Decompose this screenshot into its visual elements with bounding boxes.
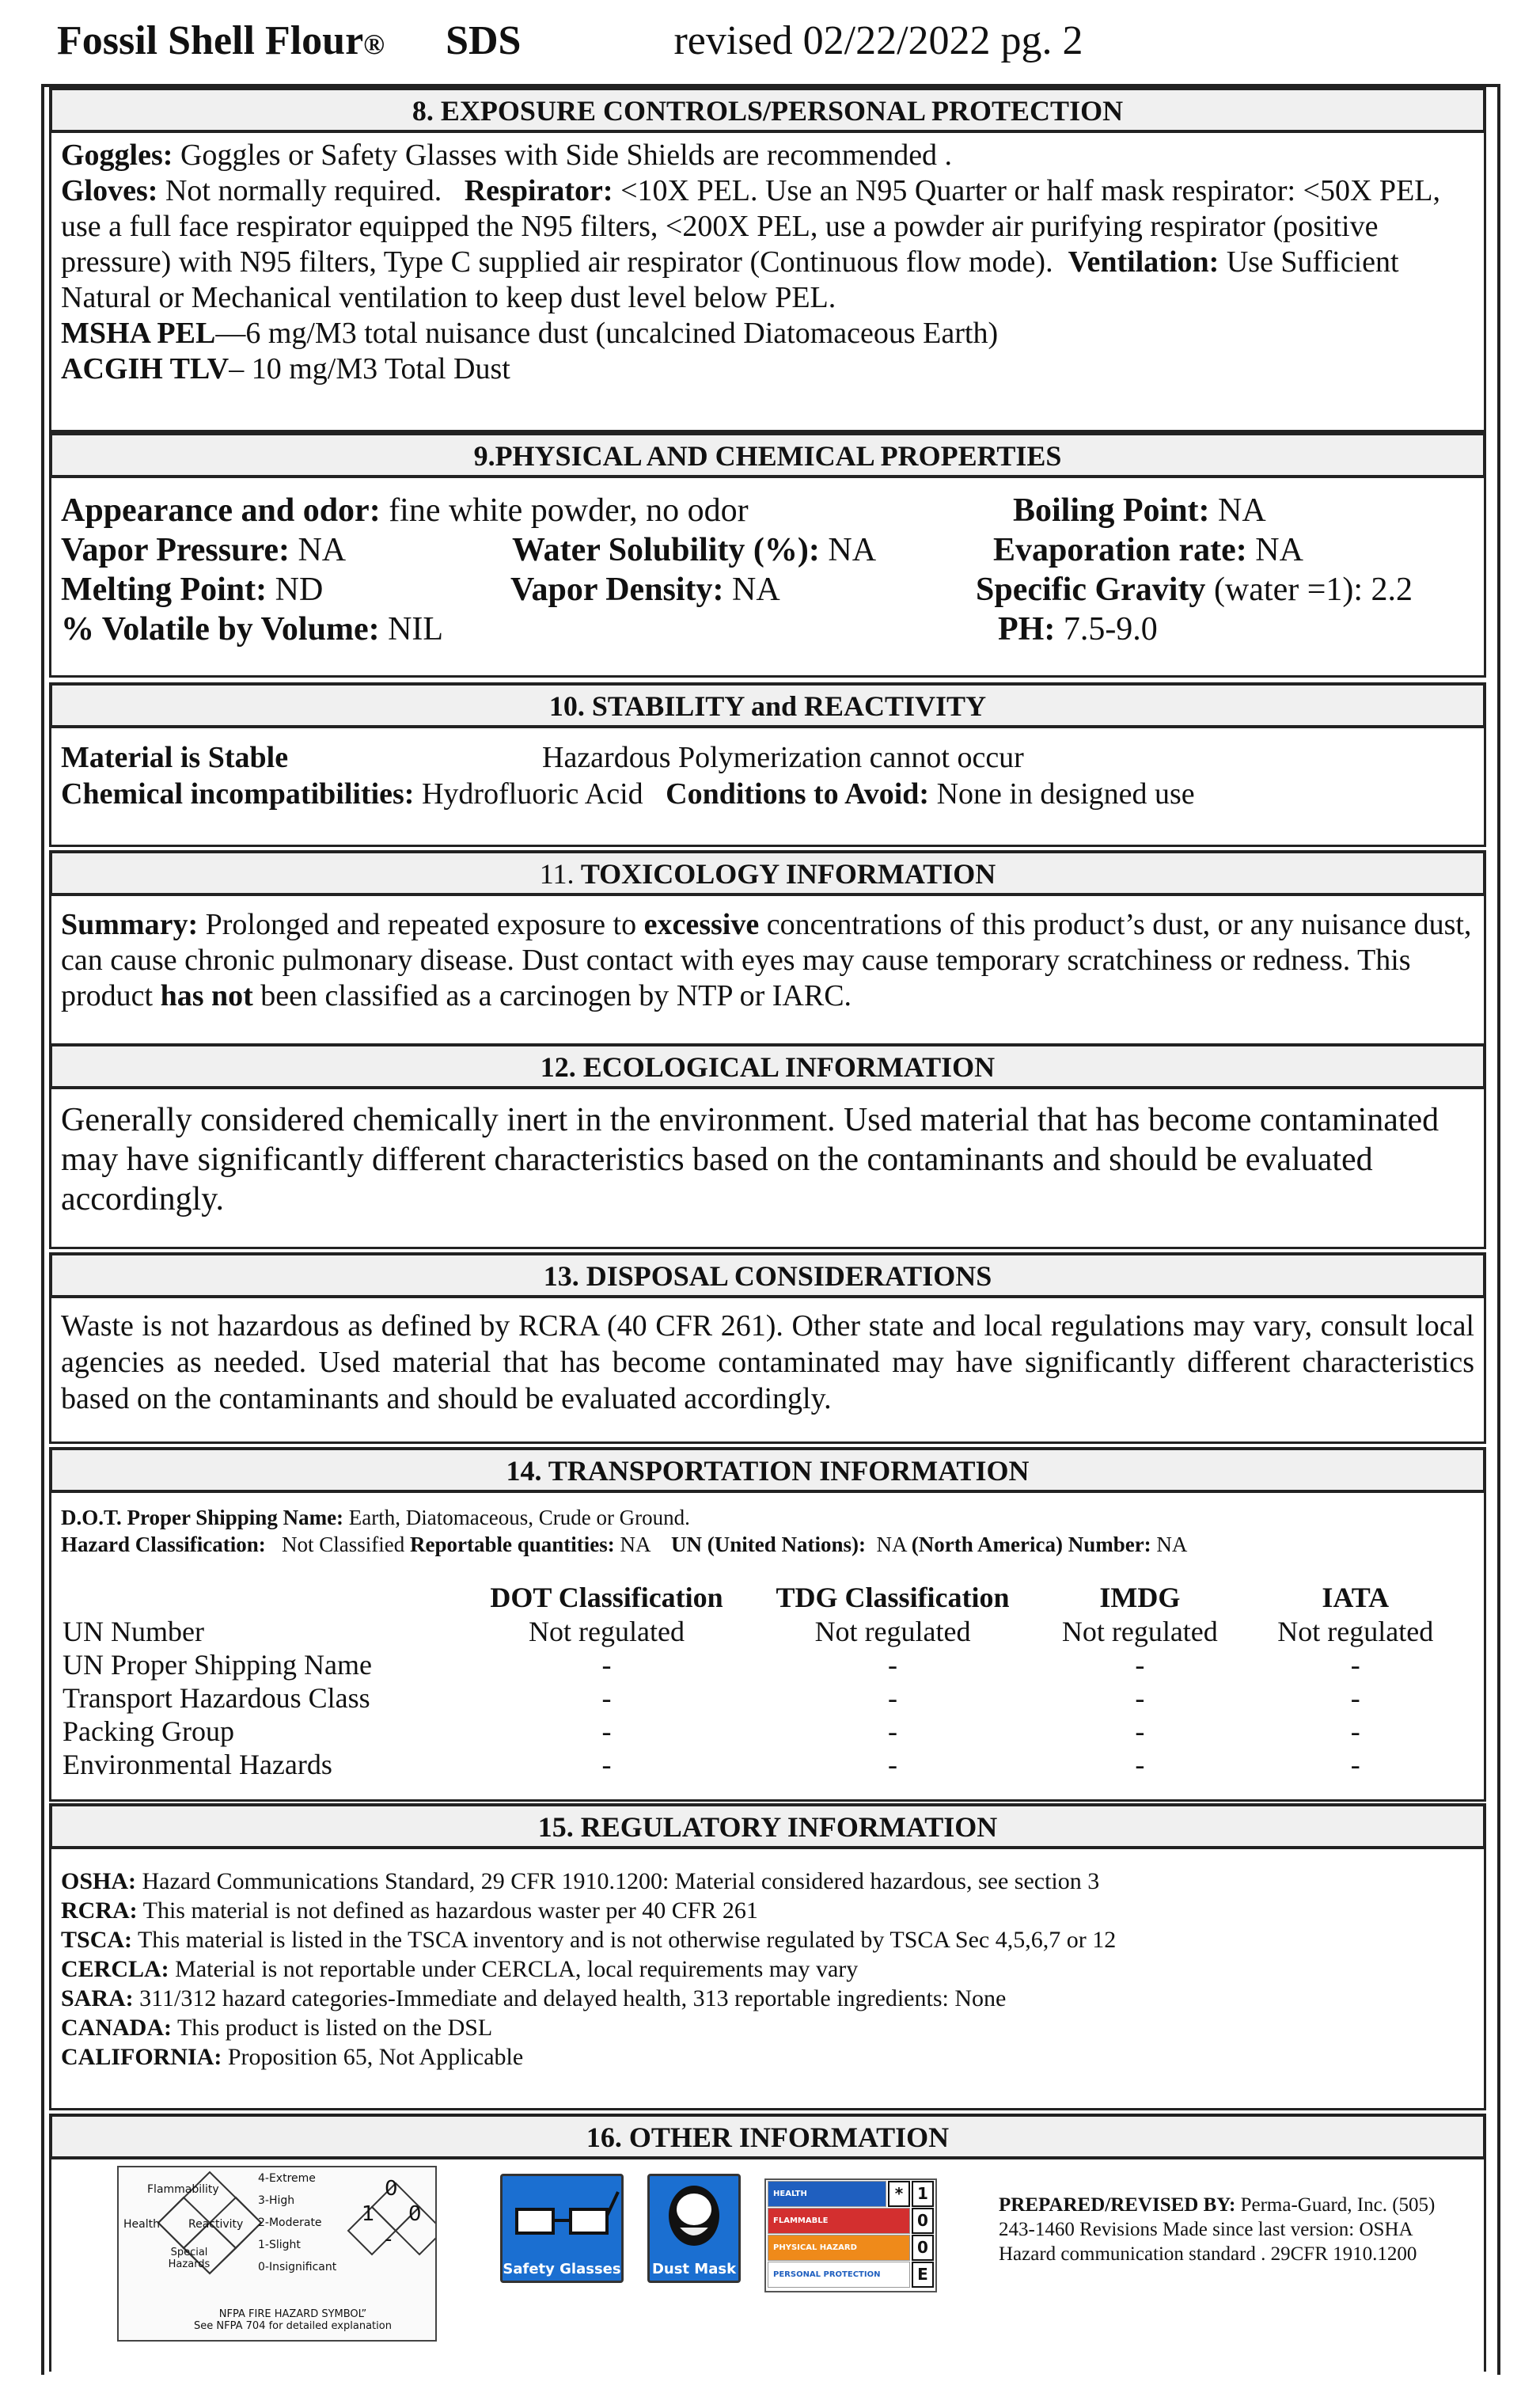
product-name: Fossil Shell Flour bbox=[57, 18, 364, 63]
nfpa-caption-2: See NFPA 704 for detailed explanation bbox=[194, 2320, 392, 2332]
vapor-pressure-label: Vapor Pressure: bbox=[61, 532, 290, 568]
safety-glasses-icon bbox=[503, 2176, 621, 2255]
ventilation-text: Use Sufficient Natural or Mechanical ventilation to keep dust level below PEL. bbox=[61, 245, 1399, 314]
regulatory-value: Material is not reportable under CERCLA, local requirements may vary bbox=[169, 1956, 859, 1982]
nfpa-reactivity-label: Reactivity bbox=[188, 2218, 244, 2231]
regulatory-label: OSHA: bbox=[61, 1868, 137, 1894]
nfpa-flammability-label: Flammability bbox=[147, 2183, 219, 2196]
section-15-title: 15. REGULATORY INFORMATION bbox=[49, 1803, 1486, 1849]
evaporation-value: NA bbox=[1246, 532, 1303, 568]
transport-col-0 bbox=[63, 1580, 460, 1615]
summary-text-2: concentrations of this product’s dust, or any nuisance dust, can cause chronic pulmonary disease. Dust contact with eyes may cause temporary scratchiness or redness. This product bbox=[61, 908, 1472, 1012]
transport-row-label: UN Proper Shipping Name bbox=[63, 1649, 372, 1681]
hmis-chronic-star: * bbox=[888, 2181, 910, 2207]
hmis-row-value: 1 bbox=[912, 2181, 934, 2207]
doc-type: SDS bbox=[446, 18, 522, 63]
volatile-label: % Volatile by Volume: bbox=[61, 611, 380, 648]
transport-col-tdg: TDG Classification bbox=[776, 1582, 1010, 1613]
section-10-body bbox=[49, 728, 1486, 847]
nfpa-bottom-value: - bbox=[385, 2228, 393, 2251]
transport-cell: - bbox=[601, 1649, 612, 1681]
nfpa-scale bbox=[258, 2167, 336, 2278]
dot-shipping-value: Earth, Diatomaceous, Crude or Ground. bbox=[343, 1506, 690, 1529]
regulatory-item bbox=[61, 1984, 1474, 2013]
hazard-class-label: Hazard Classification: bbox=[61, 1533, 266, 1556]
transport-col-iata: IATA bbox=[1322, 1582, 1390, 1613]
transport-row bbox=[63, 1748, 1463, 1781]
section-13-title: 13. DISPOSAL CONSIDERATIONS bbox=[49, 1252, 1486, 1298]
transport-cell: - bbox=[601, 1682, 612, 1714]
document-header bbox=[57, 17, 1083, 64]
vapor-density-label: Vapor Density: bbox=[510, 572, 724, 608]
revision-date: revised 02/22/2022 pg. 2 bbox=[673, 18, 1083, 63]
specific-gravity-label: Specific Gravity bbox=[976, 572, 1206, 608]
boiling-label: Boiling Point: bbox=[1013, 492, 1210, 529]
nfpa-right-value: 0 bbox=[408, 2202, 422, 2226]
transport-cell: - bbox=[601, 1749, 612, 1780]
transport-cell: - bbox=[1135, 1649, 1145, 1681]
reportable-value: NA bbox=[614, 1533, 671, 1556]
transport-cell: - bbox=[888, 1715, 898, 1747]
ventilation-label: Ventilation: bbox=[1068, 245, 1219, 279]
section-8-body bbox=[49, 133, 1486, 432]
nfpa-health-label: Health bbox=[123, 2218, 160, 2231]
transport-table-header bbox=[63, 1580, 1463, 1615]
evaporation-label: Evaporation rate: bbox=[993, 532, 1247, 568]
nfpa-left-value: 1 bbox=[362, 2202, 375, 2226]
ecological-text: Generally considered chemically inert in the environment. Used material that has become contaminated may have significantly different characteristics based on the contaminants and should be evaluated accordingly. bbox=[61, 1102, 1439, 1217]
hmis-row-label: HEALTH bbox=[768, 2181, 886, 2207]
incompatibilities-label: Chemical incompatibilities: bbox=[61, 777, 415, 811]
section-13-body bbox=[49, 1298, 1486, 1444]
transport-cell: - bbox=[1135, 1682, 1145, 1714]
transport-col-dot: DOT Classification bbox=[490, 1582, 723, 1613]
transport-row-label: Environmental Hazards bbox=[63, 1749, 332, 1780]
transport-row-label: Transport Hazardous Class bbox=[63, 1682, 370, 1714]
section-11-title bbox=[49, 850, 1486, 896]
msha-text: —6 mg/M3 total nuisance dust (uncalcined Diatomaceous Earth) bbox=[215, 317, 999, 350]
vapor-pressure-value: NA bbox=[289, 532, 347, 568]
hmis-row bbox=[768, 2181, 934, 2207]
nfpa-scale-item: 2-Moderate bbox=[258, 2216, 322, 2229]
transport-row-label: UN Number bbox=[63, 1616, 204, 1647]
nfpa-scale-item: 4-Extreme bbox=[258, 2172, 316, 2185]
section-12-title: 12. ECOLOGICAL INFORMATION bbox=[49, 1043, 1486, 1089]
appearance-label: Appearance and odor: bbox=[61, 492, 381, 529]
appearance-value: fine white powder, no odor bbox=[380, 492, 749, 529]
summary-has-not: has not bbox=[160, 979, 253, 1012]
summary-text-1: Prolonged and repeated exposure to bbox=[198, 908, 644, 941]
transport-cell: - bbox=[888, 1649, 898, 1681]
section-10-title: 10. STABILITY and REACTIVITY bbox=[49, 682, 1486, 728]
hmis-row-label: PHYSICAL HAZARD bbox=[768, 2235, 910, 2261]
transport-row bbox=[63, 1715, 1463, 1748]
section-14-title: 14. TRANSPORTATION INFORMATION bbox=[49, 1447, 1486, 1493]
melting-label: Melting Point: bbox=[61, 572, 267, 608]
regulatory-value: 311/312 hazard categories-Immediate and delayed health, 313 reportable ingredients: None bbox=[133, 1985, 1007, 2011]
dust-mask-icon bbox=[650, 2176, 738, 2255]
water-solubility-value: NA bbox=[819, 532, 877, 568]
hmis-row bbox=[768, 2235, 934, 2261]
regulatory-value: This product is listed on the DSL bbox=[171, 2015, 493, 2041]
summary-text-3: been classified as a carcinogen by NTP or IARC. bbox=[252, 979, 852, 1012]
summary-excessive: excessive bbox=[643, 908, 760, 941]
prepared-by bbox=[999, 2193, 1442, 2266]
ph-value: 7.5-9.0 bbox=[1055, 611, 1158, 648]
msha-label: MSHA PEL bbox=[61, 317, 216, 350]
acgih-text: – 10 mg/M3 Total Dust bbox=[229, 352, 510, 386]
avoid-label: Conditions to Avoid: bbox=[666, 777, 930, 811]
ph-label: PH: bbox=[998, 611, 1056, 648]
transport-row bbox=[63, 1648, 1463, 1681]
prepared-by-label: PREPARED/REVISED BY: bbox=[999, 2194, 1236, 2216]
transport-cell: - bbox=[1350, 1749, 1360, 1780]
transport-cell: - bbox=[601, 1715, 612, 1747]
transport-cell: - bbox=[1135, 1749, 1145, 1780]
melting-value: ND bbox=[267, 572, 324, 608]
section-16-title: 16. OTHER INFORMATION bbox=[49, 2114, 1486, 2159]
transport-col-imdg: IMDG bbox=[1099, 1582, 1181, 1613]
regulatory-item bbox=[61, 2013, 1474, 2042]
transport-cell: - bbox=[1350, 1715, 1360, 1747]
section-9-title: 9.PHYSICAL AND CHEMICAL PROPERTIES bbox=[49, 432, 1486, 478]
section-15-body bbox=[49, 1849, 1486, 2110]
regulatory-item bbox=[61, 1925, 1474, 1954]
regulatory-label: CERCLA: bbox=[61, 1956, 169, 1982]
regulatory-item bbox=[61, 2042, 1474, 2072]
nfpa-caption-1: NFPA FIRE HAZARD SYMBOL” bbox=[218, 2308, 367, 2320]
boiling-value: NA bbox=[1209, 492, 1266, 529]
transport-cell: Not regulated bbox=[1277, 1616, 1434, 1647]
hazard-class-value: Not Classified bbox=[265, 1533, 410, 1556]
dust-mask-label: Dust Mask bbox=[651, 2261, 737, 2277]
transport-cell: Not regulated bbox=[529, 1616, 685, 1647]
volatile-value: NIL bbox=[379, 611, 444, 648]
section-12-body bbox=[49, 1089, 1486, 1249]
vapor-density-value: NA bbox=[723, 572, 780, 608]
transport-cell: - bbox=[1350, 1649, 1360, 1681]
hmis-row-value: E bbox=[912, 2262, 934, 2288]
acgih-label: ACGIH TLV bbox=[61, 352, 229, 386]
regulatory-value: This material is not defined as hazardous waster per 40 CFR 261 bbox=[137, 1897, 758, 1924]
disposal-text: Waste is not hazardous as defined by RCRA (40 CFR 261). Other state and local regulations may vary, consult local agencies as needed. Used material that has become contaminated may have significantly different characteristics based on the contaminants and should be evaluated accordingly. bbox=[61, 1309, 1474, 1415]
section-9-body bbox=[49, 478, 1486, 678]
dust-mask-badge bbox=[647, 2174, 741, 2283]
safety-glasses-badge bbox=[500, 2174, 624, 2283]
regulatory-label: RCRA: bbox=[61, 1897, 138, 1924]
nfpa-scale-item: 3-High bbox=[258, 2194, 295, 2207]
nfpa-fire-hazard-symbol bbox=[117, 2166, 437, 2342]
un-label: UN (United Nations): bbox=[671, 1533, 866, 1556]
nfpa-special-label: Special Hazards bbox=[168, 2247, 211, 2270]
hmis-row-label: FLAMMABLE bbox=[768, 2208, 910, 2234]
respirator-label: Respirator: bbox=[464, 174, 613, 207]
regulatory-item bbox=[61, 1954, 1474, 1984]
goggles-text: Goggles or Safety Glasses with Side Shields are recommended . bbox=[173, 139, 953, 172]
prepared-by-text: Perma-Guard, Inc. (505) 243-1460 Revisions Made since last version: OSHA Hazard communication standard . 29CFR 1910.1200 bbox=[999, 2194, 1436, 2265]
reportable-label: Reportable quantities: bbox=[409, 1533, 615, 1556]
regulatory-item bbox=[61, 1867, 1474, 1896]
goggles-label: Goggles: bbox=[61, 139, 173, 172]
water-solubility-label: Water Solubility (%): bbox=[512, 532, 820, 568]
transport-row-label: Packing Group bbox=[63, 1715, 234, 1747]
un-value: NA bbox=[866, 1533, 912, 1556]
regulatory-value: Proposition 65, Not Applicable bbox=[222, 2044, 524, 2070]
regulatory-label: CALIFORNIA: bbox=[61, 2044, 222, 2070]
nfpa-caption bbox=[166, 2308, 419, 2332]
transport-cell: Not regulated bbox=[814, 1616, 971, 1647]
nfpa-scale-item: 1-Slight bbox=[258, 2239, 301, 2251]
transport-cell: - bbox=[1350, 1682, 1360, 1714]
section-8-title: 8. EXPOSURE CONTROLS/PERSONAL PROTECTION bbox=[49, 87, 1486, 133]
regulatory-item bbox=[61, 1896, 1474, 1925]
hmis-row-label: PERSONAL PROTECTION bbox=[768, 2262, 910, 2288]
transport-row bbox=[63, 1615, 1463, 1648]
respirator-text: <10X PEL. Use an N95 Quarter or half mask respirator: <50X PEL, use a full face respirator equipped the N95 filters, <200X PEL, use a powder air purifying respirator (positive pressure) with N95 filters, Type C supplied air respirator (Continuous flow mode). bbox=[61, 174, 1440, 279]
hmis-label bbox=[764, 2178, 937, 2292]
hmis-row bbox=[768, 2262, 934, 2288]
incompatibilities-value: Hydrofluoric Acid bbox=[414, 777, 643, 811]
regulatory-value: Hazard Communications Standard, 29 CFR 1910.1200: Material considered hazardous, see section 3 bbox=[136, 1868, 1100, 1894]
transport-cell: - bbox=[888, 1749, 898, 1780]
transport-cell: Not regulated bbox=[1061, 1616, 1218, 1647]
regulatory-label: SARA: bbox=[61, 1985, 134, 2011]
avoid-value: None in designed use bbox=[929, 777, 1195, 811]
regulatory-label: TSCA: bbox=[61, 1927, 133, 1953]
hmis-row bbox=[768, 2208, 934, 2234]
hmis-row-value: 0 bbox=[912, 2208, 934, 2234]
na-number-value: NA bbox=[1151, 1533, 1188, 1556]
transport-row bbox=[63, 1681, 1463, 1715]
safety-glasses-label: Safety Glasses bbox=[503, 2261, 621, 2277]
stable-label: Material is Stable bbox=[61, 741, 289, 774]
section-11-name: TOXICOLOGY INFORMATION bbox=[574, 858, 996, 890]
transport-cell: - bbox=[1135, 1715, 1145, 1747]
hmis-row-value: 0 bbox=[912, 2235, 934, 2261]
registered-mark: ® bbox=[363, 28, 385, 60]
transport-cell: - bbox=[888, 1682, 898, 1714]
nfpa-scale-item: 0-Insignificant bbox=[258, 2261, 337, 2273]
specific-gravity-value: (water =1): 2.2 bbox=[1205, 572, 1413, 608]
nfpa-top-value: 0 bbox=[385, 2177, 398, 2201]
section-11-number: 11. bbox=[539, 858, 575, 890]
regulatory-value: This material is listed in the TSCA inventory and is not otherwise regulated by TSCA Sec 4,5,6,7 or 12 bbox=[132, 1927, 1117, 1953]
gloves-text: Not normally required. bbox=[157, 174, 442, 207]
section-14-body bbox=[49, 1493, 1486, 1802]
na-number-label: (North America) Number: bbox=[911, 1533, 1151, 1556]
polymerization-text: Hazardous Polymerization cannot occur bbox=[542, 741, 1024, 774]
gloves-label: Gloves: bbox=[61, 174, 158, 207]
section-11-body bbox=[49, 896, 1486, 1046]
regulatory-label: CANADA: bbox=[61, 2015, 172, 2041]
summary-label: Summary: bbox=[61, 908, 199, 941]
dot-shipping-label: D.O.T. Proper Shipping Name: bbox=[61, 1506, 344, 1529]
transport-table bbox=[63, 1580, 1463, 1781]
